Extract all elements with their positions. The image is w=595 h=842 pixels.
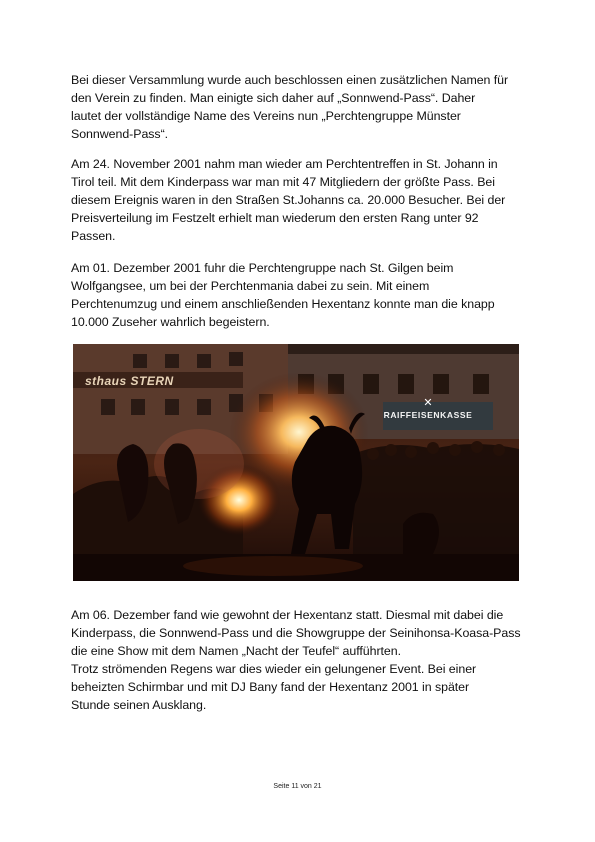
paragraph-1: Bei dieser Versammlung wurde auch beschlossen einen zusätzlichen Namen für den Verein zu finden. Man einigte sich daher auf „Sonnwend-Pass“. Daher lautet der vollständige Name des Vereins nun „Perchtengruppe Münster Sonnwend-Pass“. [71,73,509,141]
sign-raiffeisenkasse: RAIFFEISENKASSE [383,410,473,420]
paragraph-2: Am 24. November 2001 nahm man wieder am Perchtentreffen in St. Johann in Tirol teil. Mit dem Kinderpass war man mit 47 Mitgliedern der größte Pass. Bei diesem Ereignis waren in den Straßen St.Johanns ca. 20.000 Besucher. Bei der Preisverteilung im Festzelt erhielt man wiederum den ersten Rang unter 92 Passen. [71,157,506,243]
page-footer: Seite 11 von 21 [273,783,322,790]
paragraph-3: Am 01. Dezember 2001 fuhr die Perchtengruppe nach St. Gilgen beim Wolfgangsee, um bei der Perchtenmania dabei zu sein. Mit einem Perchtenumzug und einem anschließenden Hexentanz konnte man die knapp 10.000 Zuseher wahrlich begeistern. [71,261,495,329]
paragraph-4: Am 06. Dezember fand wie gewohnt der Hexentanz statt. Diesmal mit dabei die Kinderpass, die Sonnwend-Pass und die Showgruppe der Seinihonsa-Koasa-Pass die eine Show mit dem Namen „Nacht der Teufel“ aufführten. Trotz strömenden Regens war dies wieder ein gelungener Event. Bei einer beheizten Schirmbar und mit DJ Bany fand der Hexentanz 2001 in später Stunde seinen Ausklang. [71,608,521,712]
raiffeisen-logo-icon: ✕ [423,397,433,409]
sign-stern: sthaus STERN [85,374,174,388]
night-krampus-photo [73,344,519,581]
